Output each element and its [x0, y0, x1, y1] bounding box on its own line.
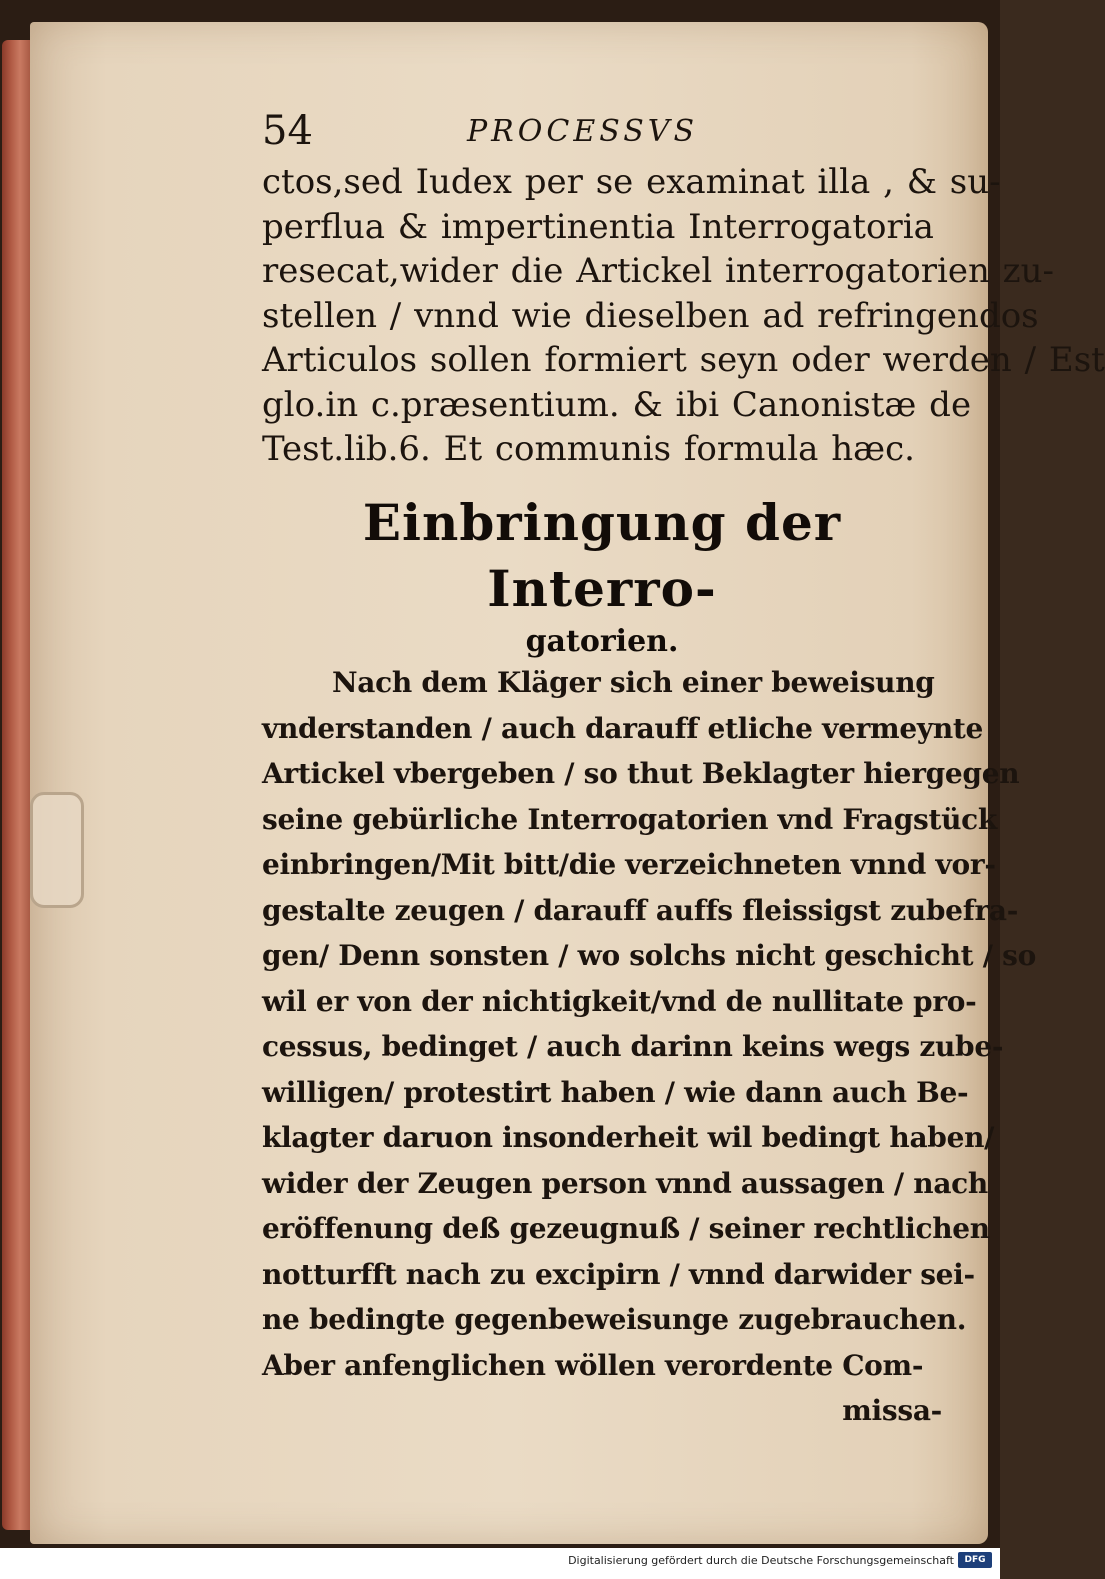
clasp — [30, 792, 84, 908]
text-line: Test.lib.6. Et communis formula hæc. — [262, 429, 915, 469]
text-line: seine gebürliche Interrogatorien vnd Fragstück — [262, 802, 997, 836]
text-line: eröffenung deß gezeugnuß / seiner rechtlichen — [262, 1212, 990, 1245]
catchword: missa- — [842, 1394, 942, 1427]
text-line: Aber anfenglichen wöllen verordente Com- — [262, 1348, 924, 1382]
text-line: gen/ Denn sonsten / wo solchs nicht geschicht / so — [262, 939, 1036, 972]
text-line: Articulos sollen formiert seyn oder werden / Est — [262, 340, 1105, 380]
text-line: cessus, bedinget / auch darinn keins wegs zube- — [262, 1030, 1004, 1063]
text-line: perflua & impertinentia Interrogatoria — [262, 206, 934, 247]
german-paragraph — [262, 660, 1036, 1434]
heading-line-1: Einbringung der Interro- — [362, 493, 842, 618]
text-line: glo.in c.præsentium. & ibi Canonistæ de — [262, 384, 972, 425]
running-title: PROCESSVS — [467, 114, 699, 149]
footer-credit: Digitalisierung gefördert durch die Deutsche Forschungsgemeinschaft — [568, 1554, 954, 1567]
section-heading — [262, 490, 942, 662]
text-line: wil er von der nichtigkeit/vnd de nullitate pro- — [262, 984, 977, 1018]
page-header — [262, 108, 942, 158]
text-line: Nach dem Kläger sich einer beweisung — [332, 666, 935, 699]
text-line: vnderstanden / auch darauff etliche vermeynte — [262, 711, 984, 745]
text-line: gestalte zeugen / darauff auffs fleissigst zubefra- — [262, 893, 1019, 927]
text-line: ctos,sed Iudex per se examinat illa , & su- — [262, 162, 1001, 202]
text-line: einbringen/Mit bitt/die verzeichneten vnnd vor- — [262, 848, 996, 881]
text-line: stellen / vnnd wie dieselben ad refringendos — [262, 295, 1039, 336]
text-line: Artickel vbergeben / so thut Beklagter hiergegen — [262, 757, 1020, 790]
text-line: resecat,wider die Artickel interrogatorien zu- — [262, 251, 1054, 291]
text-line: ne bedingte gegenbeweisunge zugebrauchen. — [262, 1303, 967, 1336]
page-edge — [2, 40, 32, 1530]
page-number: 54 — [262, 108, 313, 154]
text-line: klagter daruon insonderheit wil bedingt haben/ — [262, 1121, 995, 1154]
dfg-logo: DFG — [958, 1552, 992, 1568]
text-line: notturfft nach zu excipirn / vnnd darwider sei- — [262, 1257, 975, 1291]
text-line: willigen/ protestirt haben / wie dann auch Be- — [262, 1075, 969, 1109]
heading-line-2: gatorien. — [525, 624, 679, 659]
latin-paragraph — [262, 160, 1105, 472]
text-line: wider der Zeugen person vnnd aussagen / nach — [262, 1166, 988, 1200]
